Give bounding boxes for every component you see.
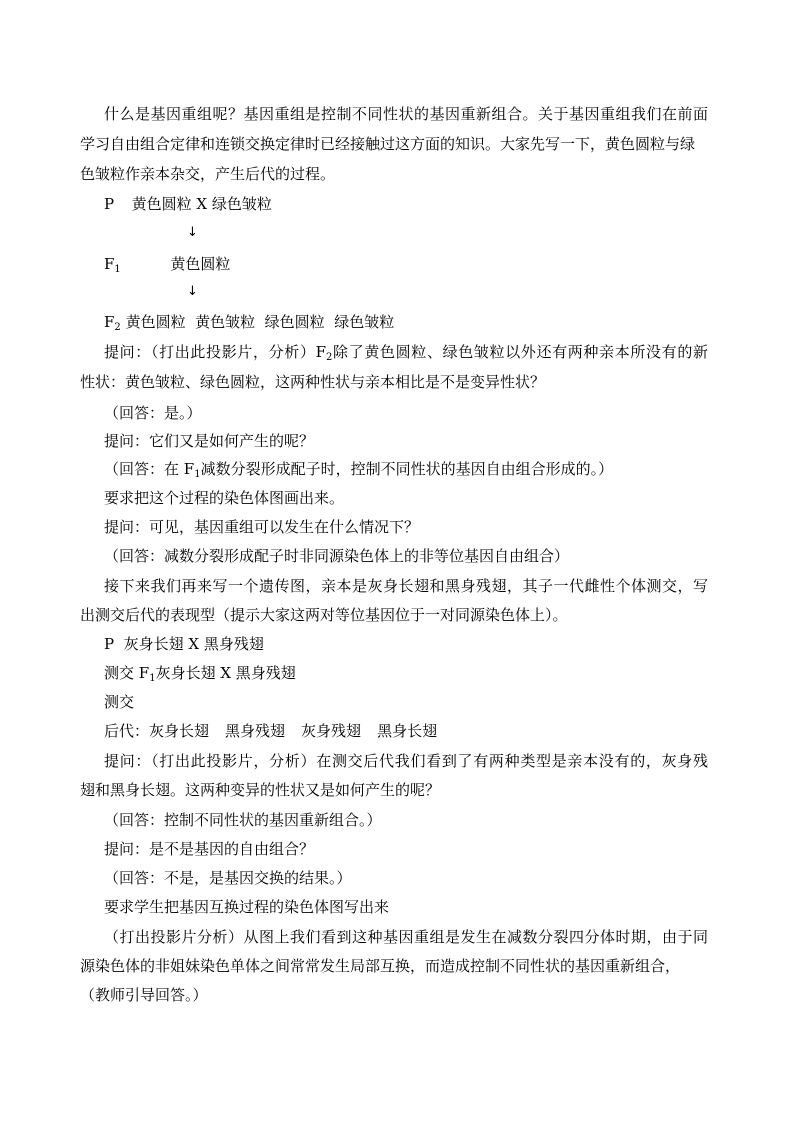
next-line-1: 接下来我们再来写一个遗传图，亲本是灰身长翅和黑身残翅，其子一代雌性个体测交，写: [104, 577, 708, 595]
q1-post: 除了黄色圆粒、绿色皱粒以外还有两种亲本所没有的新: [332, 343, 708, 361]
final-line-3: （教师引导回答。）: [80, 986, 208, 1004]
offspring-label: 后代：: [104, 722, 150, 740]
testcross-post: 灰身长翅 X 黑身残翅: [155, 664, 296, 682]
a2-subscript: 1: [194, 469, 201, 480]
intro-line-1: 什么是基因重组呢？基因重组是控制不同性状的基因重新组合。关于基因重组我们在前面: [104, 105, 708, 123]
intro-line-3: 色皱粒作亲本杂交，产生后代的过程。: [80, 165, 336, 183]
testcross-subscript: 1: [149, 673, 156, 684]
final-line-1: （打出投影片分析）从图上我们看到这种基因重组是发生在减数分裂四分体时期，由于同: [104, 928, 708, 946]
q1-pre: 提问：（打出此投影片，分析）F: [104, 343, 327, 361]
cross2-testcross-line: [104, 663, 296, 683]
down-arrow-icon: ↓: [187, 284, 198, 299]
f2-label: F: [104, 313, 115, 331]
cross1-f1-line: [104, 254, 230, 274]
cross1-parent-line: [104, 194, 272, 214]
a2-post: 减数分裂形成配子时，控制不同性状的基因自由组合形成的。）: [200, 460, 614, 478]
question-2: 提问：它们又是如何产生的呢？: [104, 432, 315, 450]
question-3: 提问：可见，基因重组可以发生在什么情况下？: [104, 518, 420, 536]
offspring-3: 灰身残翅: [301, 722, 362, 740]
question-5: 提问：是不是基因的自由组合？: [104, 840, 315, 858]
answer-5: （回答：不是，是基因交换的结果。）: [104, 869, 352, 887]
cross1-f2-line: [104, 312, 394, 332]
cross1-p-label: P: [104, 195, 115, 213]
q1-subscript: 2: [326, 352, 333, 363]
answer-3: （回答：减数分裂形成配子时非同源染色体上的非等位基因自由组合）: [104, 547, 570, 565]
answer-4: （回答：控制不同性状的基因重新组合。）: [104, 811, 382, 829]
q4-line-2: 翅和黑身长翅。这两种变异的性状又是如何产生的呢？: [80, 781, 441, 799]
f1-text: 黄色圆粒: [170, 255, 231, 273]
answer-2: [104, 459, 613, 479]
offspring-2: 黑身残翅: [225, 722, 286, 740]
cross2-parent-line: P 灰身长翅 X 黑身残翅: [104, 635, 264, 653]
final-line-2: 源染色体的非姐妹染色单体之间常常发生局部互换，而造成控制不同性状的基因重新组合，: [80, 957, 681, 975]
q4-line-1: 提问：（打出此投影片，分析）在测交后代我们看到了有两种类型是亲本没有的，灰身残: [104, 752, 708, 770]
testcross-pre: 测交 F: [104, 664, 150, 682]
next-line-2: 出测交后代的表现型（提示大家这两对等位基因位于一对同源染色体上）。: [80, 606, 568, 624]
cross1-p-text: 黄色圆粒 X 绿色皱粒: [131, 195, 272, 213]
f1-label: F: [104, 255, 115, 273]
a2-pre: （回答：在 F: [104, 460, 195, 478]
offspring-line: [104, 721, 437, 741]
down-arrow-icon: ↓: [187, 225, 198, 240]
intro-line-2: 学习自由组合定律和连锁交换定律时已经接触过这方面的知识。大家先写一下，黄色圆粒与绿: [80, 135, 696, 153]
request-1: 要求把这个过程的染色体图画出来。: [104, 489, 345, 507]
f2-subscript: 2: [114, 322, 121, 333]
answer-1: （回答：是。）: [104, 404, 202, 422]
offspring-4: 黑身长翅: [377, 722, 438, 740]
q1-line-2: 性状：黄色皱粒、绿色圆粒，这两种性状与亲本相比是不是变异性状？: [80, 373, 546, 391]
q1-line-1: [104, 342, 708, 362]
f1-subscript: 1: [114, 264, 121, 275]
testcross-label: 测交: [104, 693, 135, 711]
request-2: 要求学生把基因互换过程的染色体图写出来: [104, 898, 390, 916]
f2-text: 黄色圆粒 黄色皱粒 绿色圆粒 绿色皱粒: [125, 313, 395, 331]
offspring-1: 灰身长翅: [149, 722, 210, 740]
